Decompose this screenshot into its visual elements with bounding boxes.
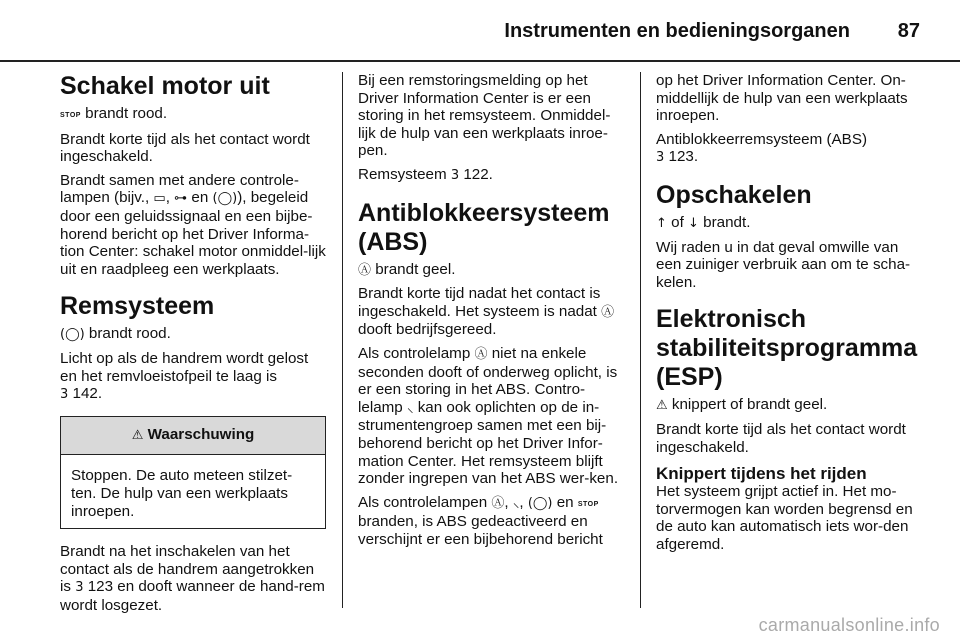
column-1 <box>60 72 326 620</box>
column-separator <box>342 72 343 608</box>
paragraph-text: Brandt korte tijd nadat het contact is ingeschakeld. Het systeem is nadat <box>358 285 602 320</box>
paragraph-text: kan ook oplichten op de in-strumentengroep samen met een bij-behorend bericht op het Driver Infor-mation Center. Het remsysteem blijft zonder ingrepen van het ABS wer-ken. <box>358 398 619 488</box>
heading-knippert: Knippert tijdens het rijden <box>656 464 867 484</box>
heading-schakel-motor-uit: Schakel motor uit <box>60 72 270 100</box>
paragraph-text: , <box>519 493 528 511</box>
paragraph-text: Wij raden u in dat geval omwille van een zuiniger verbruik aan om te scha-kelen. <box>656 238 911 291</box>
paragraph-text: ), begeleid door een geluidssignaal en een bijbe-horend bericht op het Driver Informa-tion Center: schakel motor onmiddel-lijk uit en raadpleeg een werkplaats. <box>60 189 326 278</box>
paragraph-text: Brandt na het inschakelen van het contact als de handrem aangetrokken is <box>60 543 315 596</box>
paragraph-text: dooft bedrijfsgereed. <box>358 321 497 339</box>
page-header-title: Instrumenten en bedieningsorganen <box>504 20 850 42</box>
paragraph-text: Het systeem grijpt actief in. Het mo-torvermogen kan worden begrensd en de auto kan automatisch iets wor-den afgeremd. <box>656 483 913 553</box>
battery-icon: ▭ <box>153 191 166 207</box>
paragraph-text: Als controlelampen <box>358 493 492 511</box>
warning-text: Stoppen. De auto meteen stilzet-ten. De hulp van een werkplaats inroepen. <box>71 467 293 520</box>
oil-can-icon: ⊶ <box>174 191 188 207</box>
abs-icon: Ⓐ <box>491 495 505 511</box>
gear-down-icon: ↓ <box>688 215 699 231</box>
heading-esp: Elektronisch stabiliteitsprogramma (ESP) <box>656 305 918 392</box>
paragraph-text: niet na enkele seconden dooft of onderweg oplicht, is er een storing in het ABS. Contro-lelamp <box>358 344 618 416</box>
page-reference-arrow-icon: 3 <box>60 387 69 403</box>
paragraph-text: Brandt korte tijd als het contact wordt ingeschakeld. <box>656 420 906 456</box>
wrench-icon: ⸜ <box>406 400 414 416</box>
paragraph-text: Als controlelamp <box>358 344 475 362</box>
stop-icon: STOP <box>60 112 81 119</box>
paragraph-text: brandt rood. <box>80 105 168 122</box>
paragraph-text: , <box>504 493 513 511</box>
paragraph-text: brandt rood. <box>84 325 171 343</box>
paragraph-text: 122. <box>459 165 493 183</box>
warning-header <box>61 417 325 456</box>
paragraph-text: Licht op als de handrem wordt gelost en het remvloeistofpeil te laag is <box>60 349 309 385</box>
header-rule <box>0 60 960 62</box>
paragraph-text: Remsysteem <box>358 165 451 183</box>
paragraph-text: brandt geel. <box>371 260 456 278</box>
page-number: 87 <box>897 20 920 42</box>
brake-warning-icon: (◯) <box>212 191 238 207</box>
paragraph-text: knippert of brandt geel. <box>667 396 828 414</box>
paragraph-text: Brandt korte tijd als het contact wordt ingeschakeld. <box>60 130 310 166</box>
stop-icon: STOP <box>577 500 599 508</box>
gear-up-icon: ↑ <box>656 215 667 231</box>
page-reference-arrow-icon: 3 <box>450 167 460 183</box>
abs-icon: Ⓐ <box>474 346 488 362</box>
wrench-icon: ⸜ <box>512 495 520 511</box>
paragraph-text: , <box>165 189 175 207</box>
warning-box <box>60 416 326 529</box>
column-3 <box>656 72 922 560</box>
page-reference-arrow-icon: 3 <box>656 150 665 166</box>
heading-remsysteem: Remsysteem <box>60 292 215 321</box>
paragraph-text: Bij een remstoringsmelding op het Driver Information Center is er een storing in het remsysteem. Onmiddel-lijk de hulp van een werkplaats inroe-pen. <box>358 72 611 160</box>
esp-skidding-car-icon: ⚠ <box>656 398 668 414</box>
paragraph-text: en <box>552 493 578 511</box>
column-2 <box>358 72 624 554</box>
paragraph-text: en <box>187 189 213 207</box>
watermark: carmanualsonline.info <box>758 615 940 635</box>
heading-abs: Antiblokkeersysteem (ABS) <box>358 198 610 256</box>
paragraph-text: 123. <box>664 148 699 166</box>
abs-icon: Ⓐ <box>601 304 615 320</box>
paragraph-text: 142. <box>68 385 103 403</box>
paragraph-text: op het Driver Information Center. On-middellijk de hulp van een werkplaats inroepen. <box>656 72 908 125</box>
paragraph-text: brandt. <box>698 213 751 231</box>
paragraph-text: of <box>666 213 689 231</box>
brake-warning-icon: (◯) <box>527 495 553 511</box>
paragraph-text: 123 en dooft wanneer de hand-rem wordt losgezet. <box>60 578 325 614</box>
column-separator <box>640 72 641 608</box>
paragraph-text: Brandt samen met andere controle-lampen (bijv., <box>60 171 299 207</box>
abs-icon: Ⓐ <box>358 262 372 278</box>
warning-triangle-icon: ⚠ <box>131 427 144 443</box>
paragraph-text: Antiblokkeerremsysteem (ABS) <box>656 130 868 148</box>
heading-opschakelen: Opschakelen <box>656 180 812 209</box>
paragraph-text: branden, is ABS gedeactiveerd en verschijnt er een bijbehorend bericht <box>358 513 603 548</box>
warning-title: Waarschuwing <box>147 425 255 443</box>
page-reference-arrow-icon: 3 <box>75 580 84 596</box>
brake-warning-icon: (◯) <box>60 327 85 343</box>
